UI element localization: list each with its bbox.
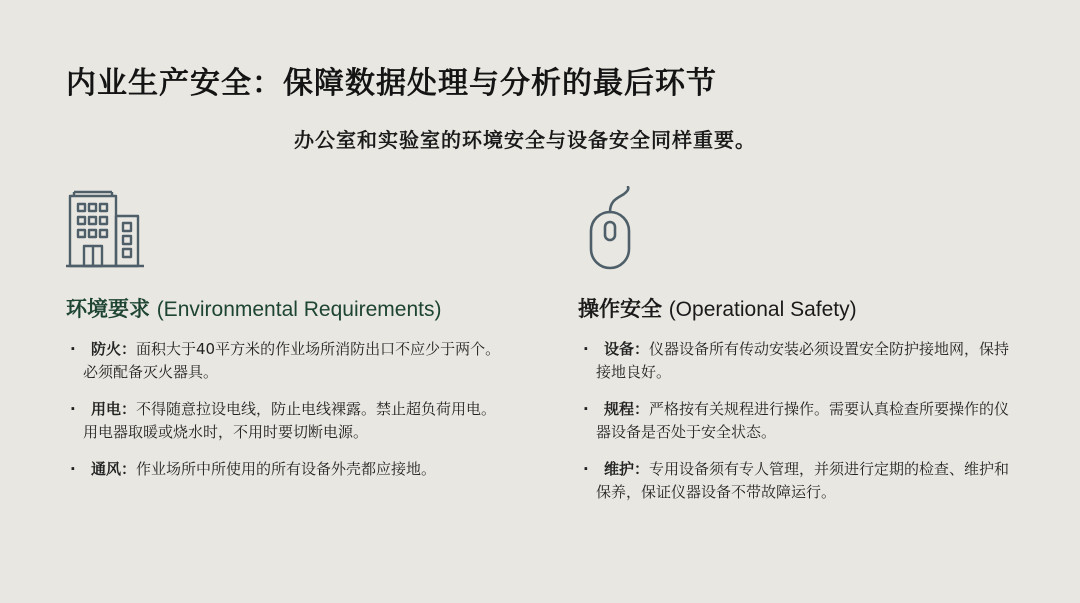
item-label: 维护： bbox=[604, 460, 650, 478]
operational-list bbox=[583, 338, 1023, 518]
list-item bbox=[583, 338, 1023, 384]
environment-heading bbox=[66, 293, 441, 323]
operational-heading-en: (Operational Safety) bbox=[668, 298, 857, 321]
bullet-marker: · bbox=[70, 460, 76, 478]
item-text: 作业场所中所使用的所有设备外壳都应接地。 bbox=[136, 460, 437, 478]
page-title: 内业生产安全：保障数据处理与分析的最后环节 bbox=[66, 66, 717, 101]
bullet-marker: · bbox=[70, 400, 76, 418]
building-icon bbox=[66, 190, 146, 268]
item-label: 设备： bbox=[604, 340, 650, 358]
list-item bbox=[70, 338, 510, 384]
environment-heading-en: (Environmental Requirements) bbox=[156, 298, 442, 321]
item-text: 不得随意拉设电线，防止电线裸露。禁止超负荷用电。用电器取暖或烧水时，不用时要切断电源。 bbox=[83, 400, 497, 441]
computer-mouse-icon bbox=[584, 186, 636, 270]
list-item bbox=[583, 398, 1023, 444]
environment-list bbox=[70, 338, 510, 495]
item-label: 规程： bbox=[604, 400, 650, 418]
list-item bbox=[583, 458, 1023, 504]
page-subtitle: 办公室和实验室的环境安全与设备安全同样重要。 bbox=[294, 128, 756, 152]
item-text: 严格按有关规程进行操作。需要认真检查所要操作的仪器设备是否处于安全状态。 bbox=[596, 400, 1010, 441]
bullet-marker: · bbox=[70, 340, 76, 358]
list-item bbox=[70, 398, 510, 444]
bullet-marker: · bbox=[583, 460, 589, 478]
bullet-marker: · bbox=[583, 400, 589, 418]
item-label: 防火： bbox=[91, 340, 137, 358]
item-text: 仪器设备所有传动安装必须设置安全防护接地网，保持接地良好。 bbox=[596, 340, 1010, 381]
item-text: 面积大于40平方米的作业场所消防出口不应少于两个。必须配备灭火器具。 bbox=[83, 340, 501, 381]
operational-heading bbox=[578, 293, 857, 323]
bullet-marker: · bbox=[583, 340, 589, 358]
item-text: 专用设备须有专人管理，并须进行定期的检查、维护和保养，保证仪器设备不带故障运行。 bbox=[596, 460, 1010, 501]
environment-heading-zh: 环境要求 bbox=[66, 297, 150, 321]
list-item bbox=[70, 458, 510, 481]
item-label: 用电： bbox=[91, 400, 137, 418]
item-label: 通风： bbox=[91, 460, 137, 478]
operational-heading-zh: 操作安全 bbox=[578, 297, 662, 321]
